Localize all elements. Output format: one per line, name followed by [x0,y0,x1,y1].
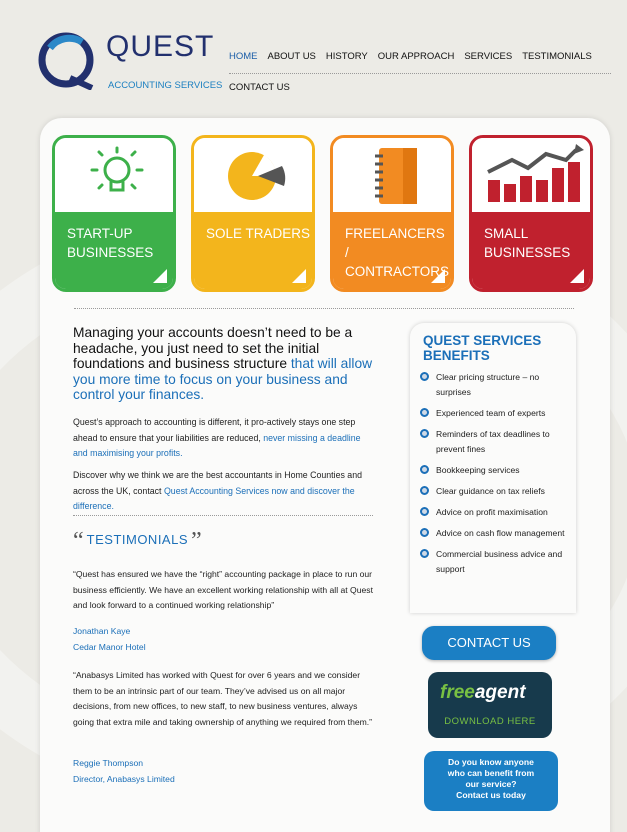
logo[interactable] [36,28,226,98]
testimonial-author: Reggie Thompson Director, Anabasys Limited [73,758,175,784]
pie-chart-icon [194,138,315,212]
nav-row-2 [229,82,609,96]
notebook-icon [333,138,454,212]
bullet-icon [420,549,429,558]
bullet-icon [420,486,429,495]
bullet-icon [420,528,429,537]
contact-us-button[interactable]: CONTACT US [422,626,556,660]
open-quote-icon: “ [73,528,84,554]
freeagent-download-button[interactable] [428,672,552,738]
section-divider [74,308,574,309]
close-quote-icon: ” [191,528,202,554]
quest-logo-icon [36,28,98,90]
testimonials-divider [73,515,373,516]
tile-label: START-UP BUSINESSES [67,226,154,260]
corner-arrow-icon [292,269,306,283]
nav-divider [229,73,611,74]
tile-small-businesses[interactable] [469,135,593,292]
nav-services[interactable]: SERVICES [464,51,513,62]
corner-arrow-icon [431,269,445,283]
approach-paragraph: Quest’s approach to accounting is different, it pro-actively stays one step ahead to ensure that your liabilities are reduced, never missing a deadline and maximising your profits. [73,417,361,458]
tile-label: SOLE TRADERS [206,226,311,241]
benefit-item: Reminders of tax deadlines to prevent fines [420,427,570,457]
benefit-item: Commercial business advice and support [420,547,570,577]
nav-our-approach[interactable]: OUR APPROACH [377,51,455,62]
lightbulb-icon [55,138,176,212]
intro-heading: Managing your accounts doesn’t need to be a headache, you just need to set the initial foundations and business structure that will allow you more time to focus on your business and control your finances. [73,325,373,402]
download-label: DOWNLOAD HERE [444,716,536,727]
testimonial-quote: “Anabasys Limited has worked with Quest for over 6 years and we consider them to be an intrinsic part of our team. They’ve advised us on all major decisions, from new offices, to new staff, to new business ventures, always going that extra mile and taking ownership of anything we required from them.” [73,670,373,727]
benefit-item: Clear pricing structure – no surprises [420,370,570,400]
tile-freelancers-contractors[interactable] [330,135,454,292]
tile-start-up-businesses[interactable] [52,135,176,292]
testimonial-author: Jonathan Kaye Cedar Manor Hotel [73,626,146,652]
testimonials-heading: “ $^{TESTIMONIALS}$ ” [73,528,202,554]
benefit-item: Experienced team of experts [420,406,570,421]
bullet-icon [420,408,429,417]
refer-contact-button[interactable]: Do you know anyone who can benefit from our service? Contact us today [424,751,558,811]
bullet-icon [420,507,429,516]
bullet-icon [420,372,429,381]
nav-about-us[interactable]: ABOUT US [267,51,316,62]
brand-tagline: ACCOUNTING SERVICES [108,80,223,91]
benefit-item: Advice on cash flow management [420,526,570,541]
benefits-box [410,323,576,613]
approach-link[interactable]: never missing a deadline and maximising your profits. [73,432,361,458]
service-tiles [52,135,597,295]
benefits-list [420,370,570,577]
tile-label: FREELANCERS / CONTRACTORS [345,226,450,279]
bullet-icon [420,429,429,438]
freeagent-logo: freeagent [440,682,526,703]
nav-history[interactable]: HISTORY [325,51,368,62]
nav-testimonials[interactable]: TESTIMONIALS [522,51,592,62]
tile-label: SMALL BUSINESSES [484,226,571,260]
corner-arrow-icon [570,269,584,283]
bullet-icon [420,465,429,474]
benefits-title: QUEST SERVICES BENEFITS [423,333,542,363]
discover-paragraph: Discover why we think we are the best accountants in Home Counties and across the UK, contact Quest Accounting Services now and discover the difference. [73,470,362,511]
benefit-item: Advice on profit maximisation [420,505,570,520]
benefit-item: Bookkeeping services [420,463,570,478]
brand-name: QUEST [106,30,215,63]
contact-link[interactable]: Quest Accounting Services now and discover the difference. [73,485,355,511]
benefit-item: Clear guidance on tax reliefs [420,484,570,499]
nav-home[interactable]: HOME [229,51,258,62]
nav-row [229,51,609,65]
main-nav [229,51,609,96]
bar-chart-icon [472,138,593,212]
tile-sole-traders[interactable] [191,135,315,292]
corner-arrow-icon [153,269,167,283]
testimonial-quote: “Quest has ensured we have the “right” accounting package in place to run our business efficiently. We have an excellent working relationship with all at Quest and look forward to a continued working relationship” [73,569,373,610]
nav-contact-us[interactable]: CONTACT US [229,82,290,93]
